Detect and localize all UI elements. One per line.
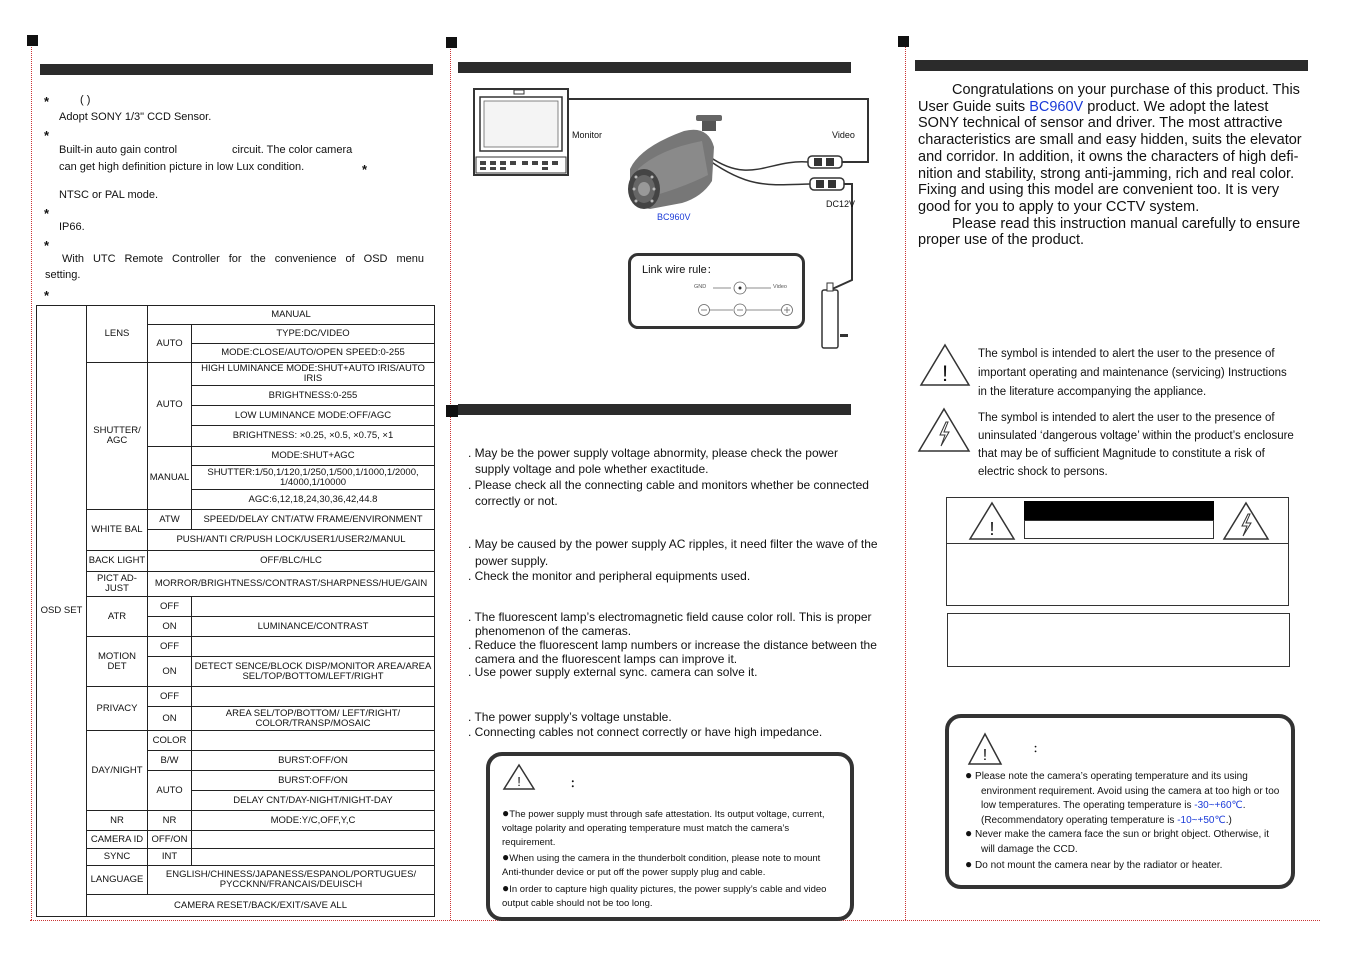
osd-reset: CAMERA RESET/BACK/EXIT/SAVE ALL: [86, 894, 435, 917]
osd-shutter-high: HIGH LUMINANCE MODE:SHUT+AUTO IRIS/AUTO IRIS: [191, 362, 435, 386]
notice-item-2: ●When using the camera in the thunderbolt condition, please note to mount Anti-thunder device or put off the power supply plug and cable.: [502, 850, 821, 878]
feature-2-line2: can get high definition picture in low Lux condition.: [59, 161, 305, 173]
feature-5-text: With UTC Remote Controller for the convenience of OSD menu: [62, 253, 424, 265]
osd-privacy-on-value: AREA SEL/TOP/BOTTOM/ LEFT/RIGHT/ COLOR/TRANSP/MOSAIC: [191, 706, 435, 731]
osd-atr-on: ON: [147, 616, 192, 637]
link-wire-title: Link wire rule：: [642, 264, 718, 276]
warning-icon: [967, 732, 1003, 766]
section-header-bar: [915, 60, 1308, 71]
notice-box: [486, 752, 854, 921]
osd-dn-auto: AUTO: [147, 770, 192, 811]
osd-lens-auto: AUTO: [147, 324, 192, 363]
feature-5-text2: setting.: [45, 269, 81, 281]
section-marker: [27, 35, 38, 46]
osd-atr-off: OFF: [147, 596, 192, 617]
trouble-text: . Connecting cables not connect correctly or have high impedance.: [468, 725, 823, 739]
lightning-triangle-icon: [916, 406, 972, 454]
notice-colon: ：: [570, 776, 583, 790]
osd-dn-bw: B/W: [147, 750, 192, 771]
dc-connector: [810, 178, 844, 190]
section-header-bar: [40, 64, 433, 75]
bullet-star: *: [44, 238, 50, 253]
osd-privacy-on: ON: [147, 706, 192, 731]
intro-p2: Please read this instruction manual carefully to ensure proper use of the product.: [918, 215, 1301, 249]
osd-backlight: BACK LIGHT: [86, 550, 148, 572]
osd-dn-color-value: [191, 730, 435, 751]
symbol-2-text: The symbol is intended to alert the user to the presence of uninsulated ‘dangerous voltage’ within the product’s enclosure that may be of sufficient Magnitude to constitute a risk of electric shock to persons.: [978, 412, 1294, 478]
warning-colon: ：: [1033, 743, 1044, 755]
trouble-text: . Use power supply external sync. camera can solve it.: [468, 665, 758, 679]
camera-icon: [628, 115, 722, 209]
osd-shutter-agc: AGC:6,12,18,24,30,36,42,44.8: [191, 489, 435, 510]
osd-privacy: PRIVACY: [86, 686, 148, 731]
attention-triangle-icon: [918, 342, 972, 388]
caution-box: [946, 497, 1289, 606]
osd-dn-bw-value: BURST:OFF/ON: [191, 750, 435, 771]
osd-lens-mode: MODE:CLOSE/AUTO/OPEN SPEED:0-255: [191, 343, 435, 363]
osd-lens: LENS: [86, 305, 148, 363]
section-marker: [898, 36, 909, 47]
section-marker: [446, 405, 458, 417]
svg-text:!: !: [517, 774, 521, 789]
osd-root: OSD SET: [36, 305, 87, 917]
feature-2-line1a: Built-in auto gain control: [59, 144, 178, 156]
gnd-label: GND: [694, 284, 707, 290]
osd-pict: PICT AD- JUST: [86, 571, 148, 597]
osd-dn-color: COLOR: [147, 730, 192, 751]
osd-shutter-bright: BRIGHTNESS:0-255: [191, 385, 435, 406]
feature-4-text: IP66.: [59, 221, 85, 233]
trouble-text: phenomenon of the cameras.: [475, 624, 632, 638]
trouble-text: camera and the fluorescent lamps can improve it.: [475, 652, 738, 666]
lightning-triangle-icon: [1221, 500, 1271, 542]
osd-shutter-auto: AUTO: [147, 362, 192, 447]
section-header-bar: [458, 62, 851, 73]
svg-text:!: !: [989, 519, 995, 539]
bullet-star: *: [44, 128, 50, 143]
video-small-label: Video: [773, 284, 787, 290]
osd-wb-atw: ATW: [147, 509, 192, 530]
osd-shutter-brightness: BRIGHTNESS: ×0.25, ×0.5, ×0.75, ×1: [191, 425, 435, 447]
warning-icon: [502, 763, 536, 791]
osd-motion-off-value: [191, 636, 435, 657]
notice-item-3: ●In order to capture high quality pictures, the power supply’s cable and video output cable should not be too long.: [502, 881, 827, 909]
osd-motion: MOTION DET: [86, 636, 148, 687]
osd-dn-auto-value2: DELAY CNT/DAY-NIGHT/NIGHT-DAY: [191, 790, 435, 811]
svg-text:!: !: [941, 361, 949, 386]
trouble-text: supply voltage and pole whether exactitude.: [475, 462, 709, 476]
trouble-text: power supply.: [475, 554, 549, 568]
trouble-text: . May be caused by the power supply AC ripples, it need filter the wave of the: [468, 537, 878, 551]
trouble-text: . The power supply’s voltage unstable.: [468, 710, 672, 724]
trouble-text: . The fluorescent lamp’s electromagnetic field cause color roll. This is proper: [468, 610, 872, 624]
warning-box: [945, 714, 1295, 889]
osd-shutter: SHUTTER/ AGC: [86, 362, 148, 510]
osd-camera-id-blank: [191, 830, 435, 849]
trouble-text: . May be the power supply voltage abnormity, please check the power: [468, 446, 838, 460]
osd-privacy-off: OFF: [147, 686, 192, 707]
svg-text:!: !: [982, 747, 988, 764]
osd-nr-value: MODE:Y/C,OFF,Y,C: [191, 810, 435, 831]
divider-right: [905, 40, 906, 920]
osd-atr-off-value: [191, 596, 435, 617]
osd-motion-on: ON: [147, 656, 192, 687]
power-adapter: [822, 283, 848, 348]
notice-item-1: ●The power supply must through safe attestation. Its output voltage, current, voltage polarity and operating temperature must match the camera’s requirement.: [502, 806, 825, 848]
osd-nr-sub: NR: [147, 810, 192, 831]
bullet-star: *: [362, 162, 368, 177]
link-wire-box: [628, 253, 805, 329]
video-connector: [808, 156, 842, 168]
osd-camera-id: CAMERA ID: [86, 830, 148, 849]
camera-model-label: BC960V: [657, 212, 691, 222]
feature-3-text: NTSC or PAL mode.: [59, 189, 159, 201]
warning-item-3: ● Do not mount the camera near by the radiator or heater.: [965, 857, 1223, 871]
trouble-text: . Please check all the connecting cable and monitors whether be connected: [468, 478, 869, 492]
link-wire-symbol: [691, 279, 801, 319]
symbol-1-text: The symbol is intended to alert the user to the presence of important operating and maintenance (servicing) Instructions in the literature accompanying the appliance.: [978, 348, 1287, 398]
osd-shutter-manual: MANUAL: [147, 446, 192, 510]
osd-wb-atw-value: SPEED/DELAY CNT/ATW FRAME/ENVIRONMENT: [191, 509, 435, 530]
osd-shutter-low: LOW LUMINANCE MODE:OFF/AGC: [191, 405, 435, 426]
intro-model: BC960V: [1029, 98, 1084, 115]
feature-2-line1b: circuit. The color camera: [232, 144, 353, 156]
monitor-icon: [474, 89, 568, 175]
osd-shutter-mode: MODE:SHUT+AGC: [191, 446, 435, 466]
osd-daynight: DAY/NIGHT: [86, 730, 148, 811]
osd-motion-on-value: DETECT SENCE/BLOCK DISP/MONITOR AREA/AREA SEL/TOP/BOTTOM/LEFT/RIGHT: [191, 656, 435, 687]
video-label: Video: [832, 130, 855, 140]
osd-wb-push: PUSH/ANTI CR/PUSH LOCK/USER1/USER2/MANUL: [147, 529, 435, 551]
osd-nr: NR: [86, 810, 148, 831]
bullet-star: *: [44, 288, 50, 303]
osd-pict-value: MORROR/BRIGHTNESS/CONTRAST/SHARPNESS/HUE/GAIN: [147, 571, 435, 597]
osd-motion-off: OFF: [147, 636, 192, 657]
section-marker: [446, 37, 457, 48]
caution-title-bar: [1024, 501, 1214, 521]
divider-left: [450, 40, 451, 920]
dc12v-label: DC12V: [826, 199, 856, 209]
feature-1-head: ( ): [80, 94, 91, 106]
warning-item-2: ● Never make the camera face the sun or bright object. Otherwise, it will damage the CCD.: [965, 826, 1270, 855]
osd-language-value: ENGLISH/CHINESS/JAPANESS/ESPANOL/PORTUGUES/ PYCCKNN/FRANCAIS/DEUISCH: [147, 865, 435, 895]
trouble-text: correctly or not.: [475, 494, 558, 508]
osd-sync: SYNC: [86, 848, 148, 866]
osd-backlight-value: OFF/BLC/HLC: [147, 550, 435, 572]
trouble-text: . Reduce the fluorescent lamp numbers or increase the distance between the: [468, 638, 877, 652]
osd-shutter-speeds: SHUTTER:1/50,1/120,1/250,1/500,1/1000,1/2000, 1/4000,1/10000: [191, 465, 435, 490]
osd-dn-auto-value1: BURST:OFF/ON: [191, 770, 435, 791]
caution-box-2: [947, 613, 1290, 667]
attention-triangle-icon: [967, 500, 1017, 542]
osd-atr: ATR: [86, 596, 148, 637]
osd-whitebal: WHITE BAL: [86, 509, 148, 551]
osd-lens-type: TYPE:DC/VIDEO: [191, 324, 435, 344]
osd-privacy-off-value: [191, 686, 435, 707]
section-header-bar: [458, 404, 851, 415]
caution-subtitle-box: [1024, 520, 1214, 539]
bullet-star: *: [44, 206, 50, 221]
divider-edge: [31, 40, 32, 920]
bullet-star: *: [44, 94, 50, 109]
feature-1-text: Adopt SONY 1/3" CCD Sensor.: [59, 111, 212, 123]
osd-language: LANGUAGE: [86, 865, 148, 895]
warning-item-1: ● Please note the camera’s operating temperature and its using environment requirement. Avoid using the camera at too high or too low temperatures. The operating temperature is -30~+60℃. (Recommendatory operating temperature is -10~+50℃.): [965, 768, 1280, 826]
osd-atr-on-value: LUMINANCE/CONTRAST: [191, 616, 435, 637]
osd-camera-id-value: OFF/ON: [147, 830, 192, 849]
osd-sync-blank: [191, 848, 435, 866]
osd-lens-manual: MANUAL: [147, 305, 435, 325]
monitor-label: Monitor: [572, 130, 603, 140]
intro-text: Congratulations on your purchase of this product. This User Guide suits BC960V product. We adopt the latest SONY technical of sensor and driver. The most attractive characteristics are small and easy hidden, suits the elevator and corridor. In addition, it owns the characters of high defi-nition and stability, strong anti-jamming, rich and real color. Fixing and using this model are convenient too. It is very good for you to apply to your CCTV system. Please read this instruction manual carefully to ensure proper use of the product.: [918, 82, 1306, 249]
osd-sync-value: INT: [147, 848, 192, 866]
trouble-text: . Check the monitor and peripheral equipments used.: [468, 569, 751, 583]
